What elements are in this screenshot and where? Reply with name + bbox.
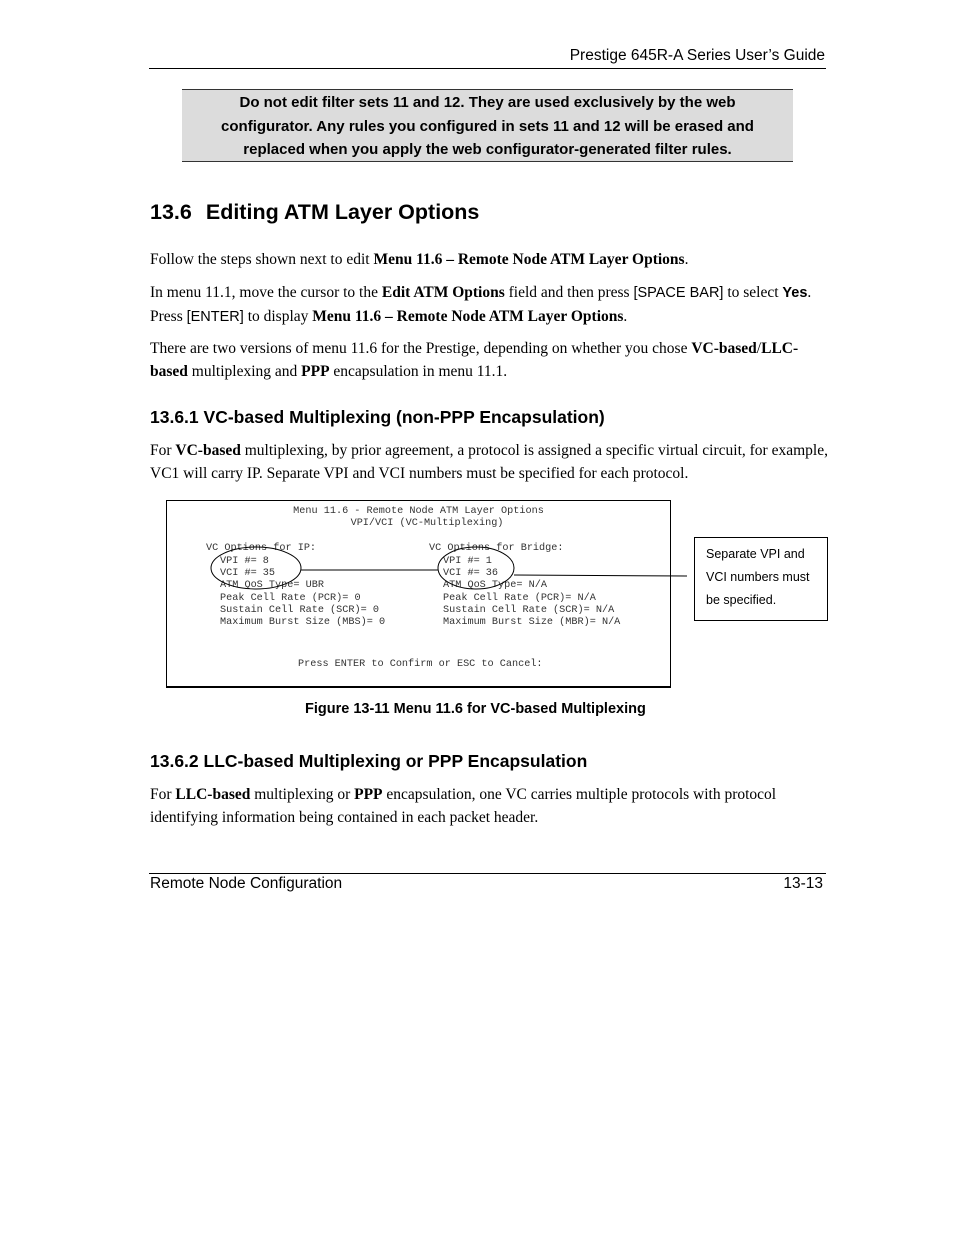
paragraph-llc-based: For LLC-based multiplexing or PPP encapsulation, one VC carries multiple protocols with protocol identifying information being contained in each packet header. bbox=[150, 786, 777, 826]
ip-scr: Sustain Cell Rate (SCR)= 0 bbox=[220, 605, 379, 616]
bridge-qos-type: ATM QoS Type= N/A bbox=[443, 580, 547, 591]
bridge-pcr: Peak Cell Rate (PCR)= N/A bbox=[443, 593, 596, 604]
paragraph-versions: There are two versions of menu 11.6 for the Prestige, depending on whether you chose VC-based/LLC-based multiplexing and PPP encapsulation in menu 11.1. bbox=[150, 340, 799, 380]
ip-options-heading: VC Options for IP: bbox=[206, 543, 317, 554]
page-number: 13-13 bbox=[783, 875, 823, 892]
section-heading bbox=[150, 200, 479, 225]
bridge-scr: Sustain Cell Rate (SCR)= N/A bbox=[443, 605, 615, 616]
menu-title: Menu 11.6 - Remote Node ATM Layer Options bbox=[293, 506, 544, 517]
section-number: 13.6 bbox=[150, 200, 192, 224]
figure-caption: Figure 13-11 Menu 11.6 for VC-based Multiplexing bbox=[305, 701, 646, 717]
callout-line: be specified. bbox=[706, 593, 777, 607]
paragraph-vc-based: For VC-based multiplexing, by prior agreement, a protocol is assigned a specific virtual circuit, for example, VC1 will carry IP. Separate VPI and VCI numbers must be specified for each protocol. bbox=[150, 442, 828, 482]
ip-pcr: Peak Cell Rate (PCR)= 0 bbox=[220, 593, 361, 604]
header-rule bbox=[149, 68, 826, 69]
subsection-heading-llc: 13.6.2 LLC-based Multiplexing or PPP Encapsulation bbox=[150, 751, 588, 771]
note-box bbox=[182, 89, 793, 162]
callout-box bbox=[694, 537, 828, 621]
bridge-vci: VCI #= 36 bbox=[443, 568, 499, 579]
subsection-heading-vc: 13.6.1 VC-based Multiplexing (non-PPP Encapsulation) bbox=[150, 407, 605, 427]
menu-prompt: Press ENTER to Confirm or ESC to Cancel: bbox=[298, 659, 543, 670]
bridge-mbr: Maximum Burst Size (MBR)= N/A bbox=[443, 617, 621, 628]
note-line: Do not edit filter sets 11 and 12. They are used exclusively by the web bbox=[239, 94, 736, 111]
footer-rule bbox=[149, 873, 826, 874]
callout-line: Separate VPI and bbox=[706, 547, 805, 561]
ip-mbs: Maximum Burst Size (MBS)= 0 bbox=[220, 617, 386, 628]
footer-chapter: Remote Node Configuration bbox=[150, 875, 343, 892]
ip-vci: VCI #= 35 bbox=[220, 568, 276, 579]
menu-subtitle: VPI/VCI (VC-Multiplexing) bbox=[350, 518, 504, 529]
paragraph-instructions: In menu 11.1, move the cursor to the Edit ATM Options field and then press [SPACE BAR] to select Yes. Press [ENTER] to display Menu 11.6 – Remote Node ATM Layer Options. bbox=[150, 284, 812, 325]
menu-screen bbox=[166, 500, 671, 688]
section-title: Editing ATM Layer Options bbox=[205, 200, 480, 224]
paragraph-intro: Follow the steps shown next to edit Menu 11.6 – Remote Node ATM Layer Options. bbox=[150, 251, 689, 268]
ip-qos-type: ATM QoS Type= UBR bbox=[220, 580, 324, 591]
running-header: Prestige 645R-A Series User’s Guide bbox=[569, 47, 825, 64]
callout-line: VCI numbers must bbox=[706, 570, 810, 584]
ip-vpi: VPI #= 8 bbox=[220, 556, 269, 567]
note-line: replaced when you apply the web configurator-generated filter rules. bbox=[243, 141, 732, 158]
bridge-vpi: VPI #= 1 bbox=[443, 556, 492, 567]
bridge-options-heading: VC Options for Bridge: bbox=[429, 543, 564, 554]
note-line: configurator. Any rules you configured in sets 11 and 12 will be erased and bbox=[221, 117, 754, 135]
